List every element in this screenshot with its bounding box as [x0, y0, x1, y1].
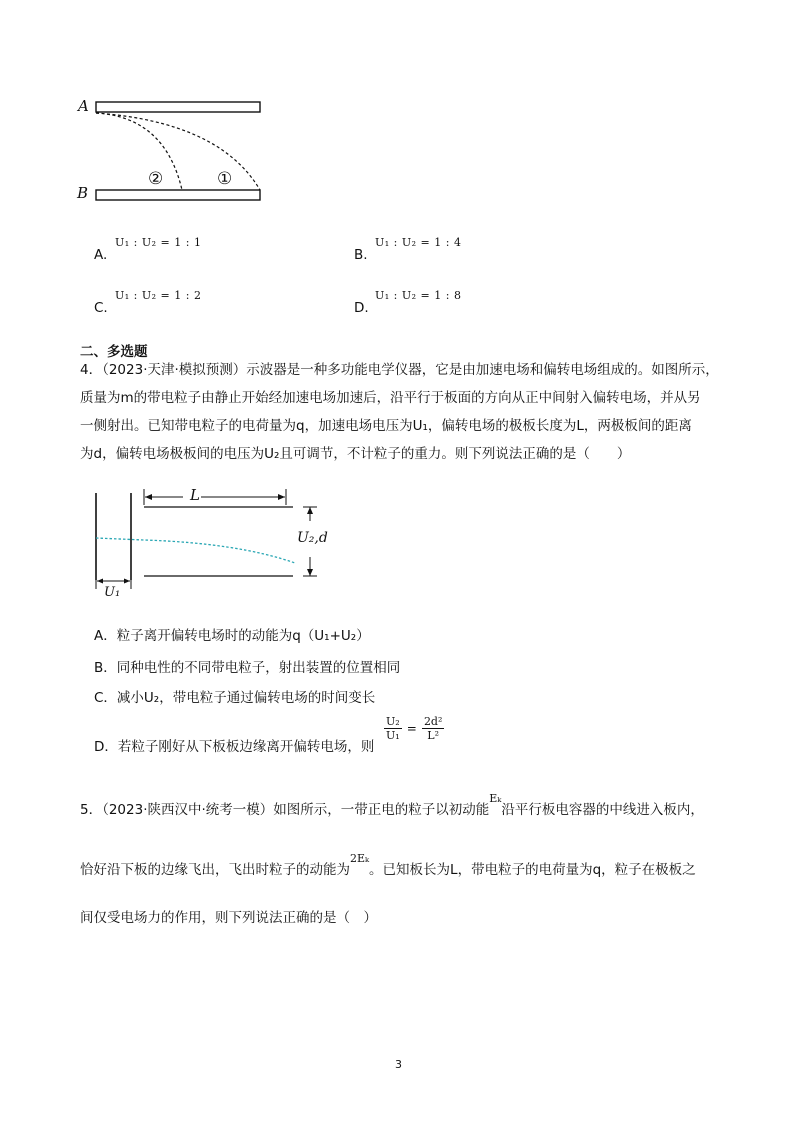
q5-line-2: 恰好沿下板的边缘飞出，飞出时粒子的动能为$^{2E_k}$。已知板长为L，带电粒子的电荷量为q，粒子在极板之: [80, 852, 696, 878]
label-gap-u2d: U₂,d: [297, 530, 328, 546]
q3-option-b-value: U₁ : U₂ = 1 : 4: [375, 236, 462, 249]
page-number: 3: [395, 1058, 402, 1071]
label-length-l: L: [190, 486, 200, 504]
q4-option-a[interactable]: A．粒子离开偏转电场时的动能为q（U₁+U₂）: [94, 628, 370, 644]
q4-option-d[interactable]: D．若粒子刚好从下板板边缘离开偏转电场，则: [94, 739, 375, 755]
label-path-2: ②: [148, 169, 164, 189]
q4-line-3: 一侧射出。已知带电粒子的电荷量为q，加速电场电压为U₁，偏转电场的极板长度为L，两极板间的距离: [80, 418, 692, 434]
q4-stem: [80, 356, 750, 468]
q3-option-c-letter[interactable]: C.: [94, 300, 108, 316]
plate-b: [96, 190, 260, 200]
q4-line-4: 为d，偏转电场极板间的电压为U₂且可调节，不计粒子的重力。则下列说法正确的是（ ）: [80, 446, 631, 462]
q3-option-a-letter[interactable]: A.: [94, 247, 108, 263]
label-plate-a: A: [78, 97, 89, 115]
figure-plates-ab: [70, 92, 280, 212]
trajectory-2: [96, 113, 182, 190]
q5-line-3: 间仅受电场力的作用，则下列说法正确的是（ ）: [80, 910, 377, 926]
q3-option-c-value: U₁ : U₂ = 1 : 2: [115, 289, 202, 302]
q5-2ek: 2Eₖ: [350, 852, 370, 865]
q4-line-1: 4．（2023·天津·模拟预测）示波器是一种多功能电学仪器，它是由加速电场和偏转电场组成的。如图所示，: [80, 362, 719, 378]
label-plate-b: B: [77, 184, 89, 202]
label-path-1: ①: [217, 169, 233, 189]
q5-ek: Eₖ: [489, 792, 502, 805]
q4-line-2: 质量为m的带电粒子由静止开始经加速电场加速后，沿平行于板面的方向从正中间射入偏转电场，并从另: [80, 390, 701, 406]
plate-a: [96, 102, 260, 112]
particle-trajectory: [96, 538, 295, 563]
q4-option-d-formula: $\frac{\text{U₂}}{\text{U₁}}$ = $\frac{\text{2d²}}{\text{L²}}$: [386, 715, 443, 742]
formula-lhs: $\frac{\text{U₂}}{\text{U₁}}$: [386, 715, 400, 742]
q5-line-1: 5．（2023·陕西汉中·统考一模）如图所示，一带正电的粒子以初动能$^{E_k}$沿平行板电容器的中线进入板内，: [80, 792, 704, 818]
q3-option-b-letter[interactable]: B.: [354, 247, 368, 263]
q4-option-c[interactable]: C．减小U₂，带电粒子通过偏转电场的时间变长: [94, 690, 376, 706]
section-title: 二、多选题: [80, 344, 148, 360]
q3-option-d-letter[interactable]: D.: [354, 300, 369, 316]
q3-option-a-value: U₁ : U₂ = 1 : 1: [115, 236, 202, 249]
label-accel-u1: U₁: [104, 585, 121, 600]
trajectory-1: [96, 113, 260, 190]
formula-rhs: $\frac{\text{2d²}}{\text{L²}}$: [423, 715, 443, 742]
q4-option-b[interactable]: B．同种电性的不同带电粒子，射出装置的位置相同: [94, 660, 401, 676]
q3-option-d-value: U₁ : U₂ = 1 : 8: [375, 289, 462, 302]
